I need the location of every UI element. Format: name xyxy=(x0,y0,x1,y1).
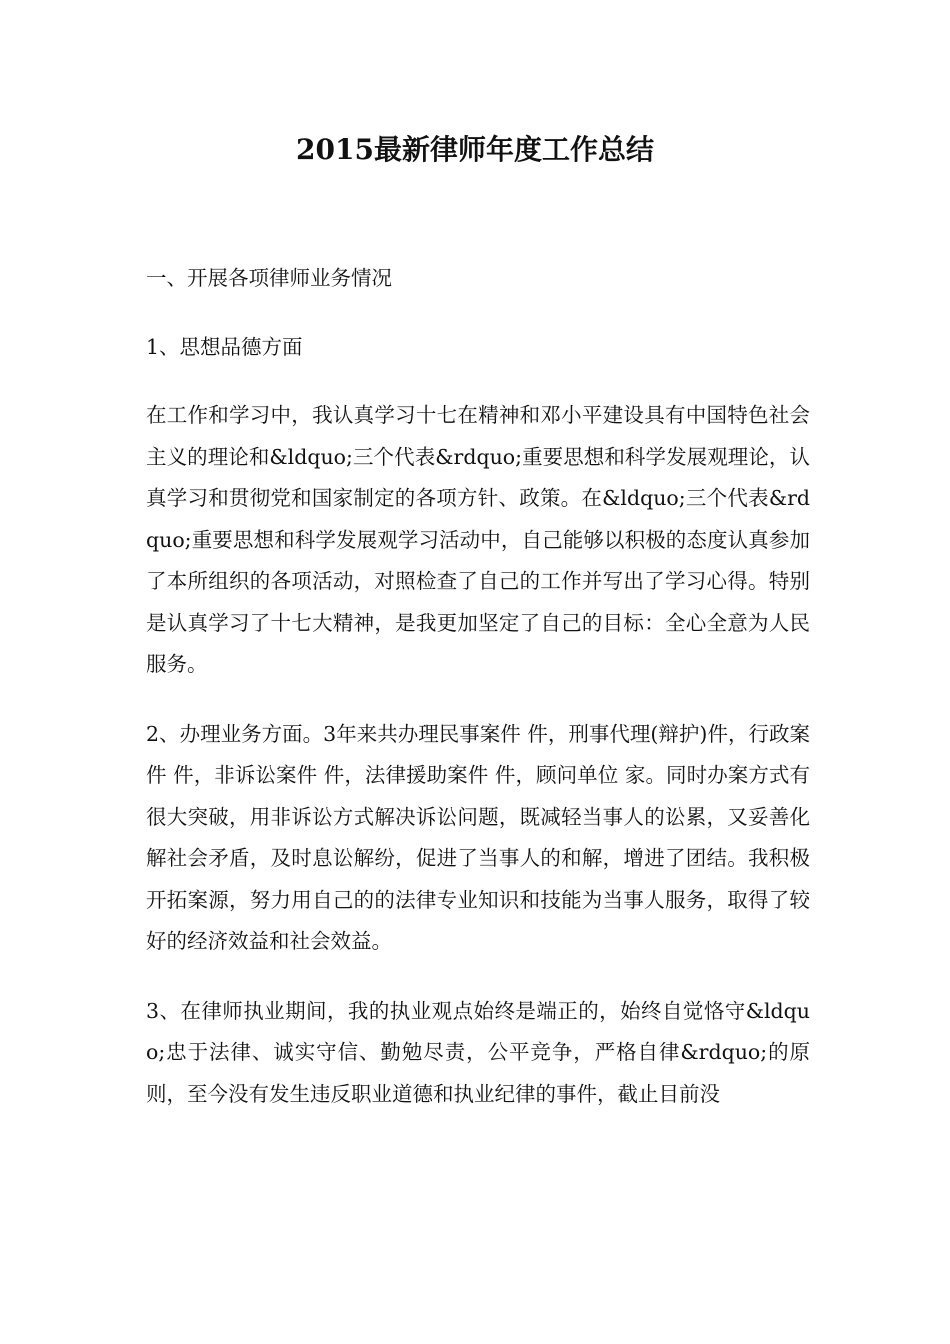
paragraph-business: 2、办理业务方面。3年来共办理民事案件 件，刑事代理(辩护)件，行政案件 件，非诉讼案件 件，法律援助案件 件，顾问单位 家。同时办案方式有很大突破，用非诉讼方式解决诉讼问题，既减轻当事人的讼累，又妥善化解社会矛盾，及时息讼解纷，促进了当事人的和解，增进了团结。我积极开拓案源，努力用自己的的法律专业知识和技能为当事人服务，取得了较好的经济效益和社会效益。 xyxy=(146,721,810,953)
document-body xyxy=(146,258,810,1143)
paragraph-ideology: 在工作和学习中，我认真学习十七在精神和邓小平建设具有中国特色社会主义的理论和&ldquo;三个代表&rdquo;重要思想和科学发展观理论，认真学习和贯彻党和国家制定的各项方针、政策。在&ldquo;三个代表&rdquo;重要思想和科学发展观学习活动中，自己能够以积极的态度认真参加了本所组织的各项活动，对照检查了自己的工作并写出了学习心得。特别是认真学习了十七大精神，是我更加坚定了自己的目标：全心全意为人民服务。 xyxy=(146,403,810,676)
paragraph-practice: 3、在律师执业期间，我的执业观点始终是端正的，始终自觉恪守&ldquo;忠于法律、诚实守信、勤勉尽责，公平竞争，严格自律&rdquo;的原则，至今没有发生违反职业道德和执业纪律的事件，截止目前没 xyxy=(146,998,810,1106)
sub-heading-ideology: 1、思想品德方面 xyxy=(146,334,303,359)
document-title: 2015最新律师年度工作总结 xyxy=(296,133,654,166)
section-heading: 一、开展各项律师业务情况 xyxy=(146,266,392,290)
